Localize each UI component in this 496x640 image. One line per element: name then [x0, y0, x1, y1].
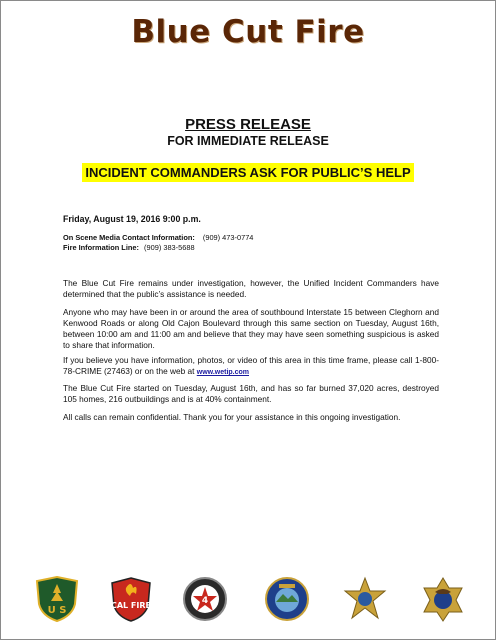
county-fire-number: 4 — [201, 596, 209, 606]
forest-service-letters: U S — [47, 605, 67, 616]
media-contact-label: On Scene Media Contact Information: — [63, 233, 195, 242]
paragraph-confidential: All calls can remain confidential. Thank you for your assistance in this ongoing investigation. — [63, 412, 401, 422]
paragraph-contact-text: If you believe you have information, photos, or video of this area in this time frame, please call 1-800-78-CRIME (27463) or on the web at — [63, 355, 439, 376]
police-patch-logo-icon — [264, 576, 310, 622]
forest-service-logo-icon — [34, 576, 80, 622]
immediate-release-subheading: FOR IMMEDIATE RELEASE — [167, 134, 329, 148]
paragraph-area-request: Anyone who may have been in or around the area of southbound Interstate 15 between Cleghorn and Kenwood Roads or along Old Cajon Boulevard through this same section on Tuesday, August 16th, between 10:00 am and 11:00 am and believe that they may have seen something suspicious is asked to share that information. — [63, 307, 439, 350]
cal-fire-logo-icon — [108, 576, 154, 622]
paragraph-contact-info — [63, 355, 439, 378]
fire-info-phone: (909) 383-5688 — [144, 243, 195, 252]
fire-info-label: Fire Information Line: — [63, 243, 139, 252]
agency-logos-row — [0, 576, 496, 626]
media-contact-line — [63, 233, 253, 242]
media-contact-phone: (909) 473-0774 — [202, 233, 254, 242]
cal-fire-letters: CAL FIRE — [110, 601, 152, 610]
county-fire-logo-icon — [182, 576, 228, 622]
highlighted-headline: INCIDENT COMMANDERS ASK FOR PUBLIC’S HELP — [82, 163, 413, 182]
document-title: Blue Cut Fire — [131, 14, 365, 50]
fire-info-line — [63, 243, 195, 252]
headline-row — [0, 163, 496, 182]
sheriff-star-logo-icon — [342, 576, 388, 622]
release-date: Friday, August 19, 2016 9:00 p.m. — [63, 214, 201, 224]
wetip-link[interactable]: www.wetip.com — [196, 369, 249, 376]
badge-logo-icon — [420, 576, 466, 622]
paragraph-investigation: The Blue Cut Fire remains under investigation, however, the Unified Incident Commanders have determined that the public’s assistance is needed. — [63, 278, 439, 299]
press-release-heading: PRESS RELEASE — [185, 116, 311, 133]
paragraph-fire-status: The Blue Cut Fire started on Tuesday, August 16th, and has so far burned 37,020 acres, destroyed 105 homes, 216 outbuildings and is at 40% containment. — [63, 383, 439, 404]
